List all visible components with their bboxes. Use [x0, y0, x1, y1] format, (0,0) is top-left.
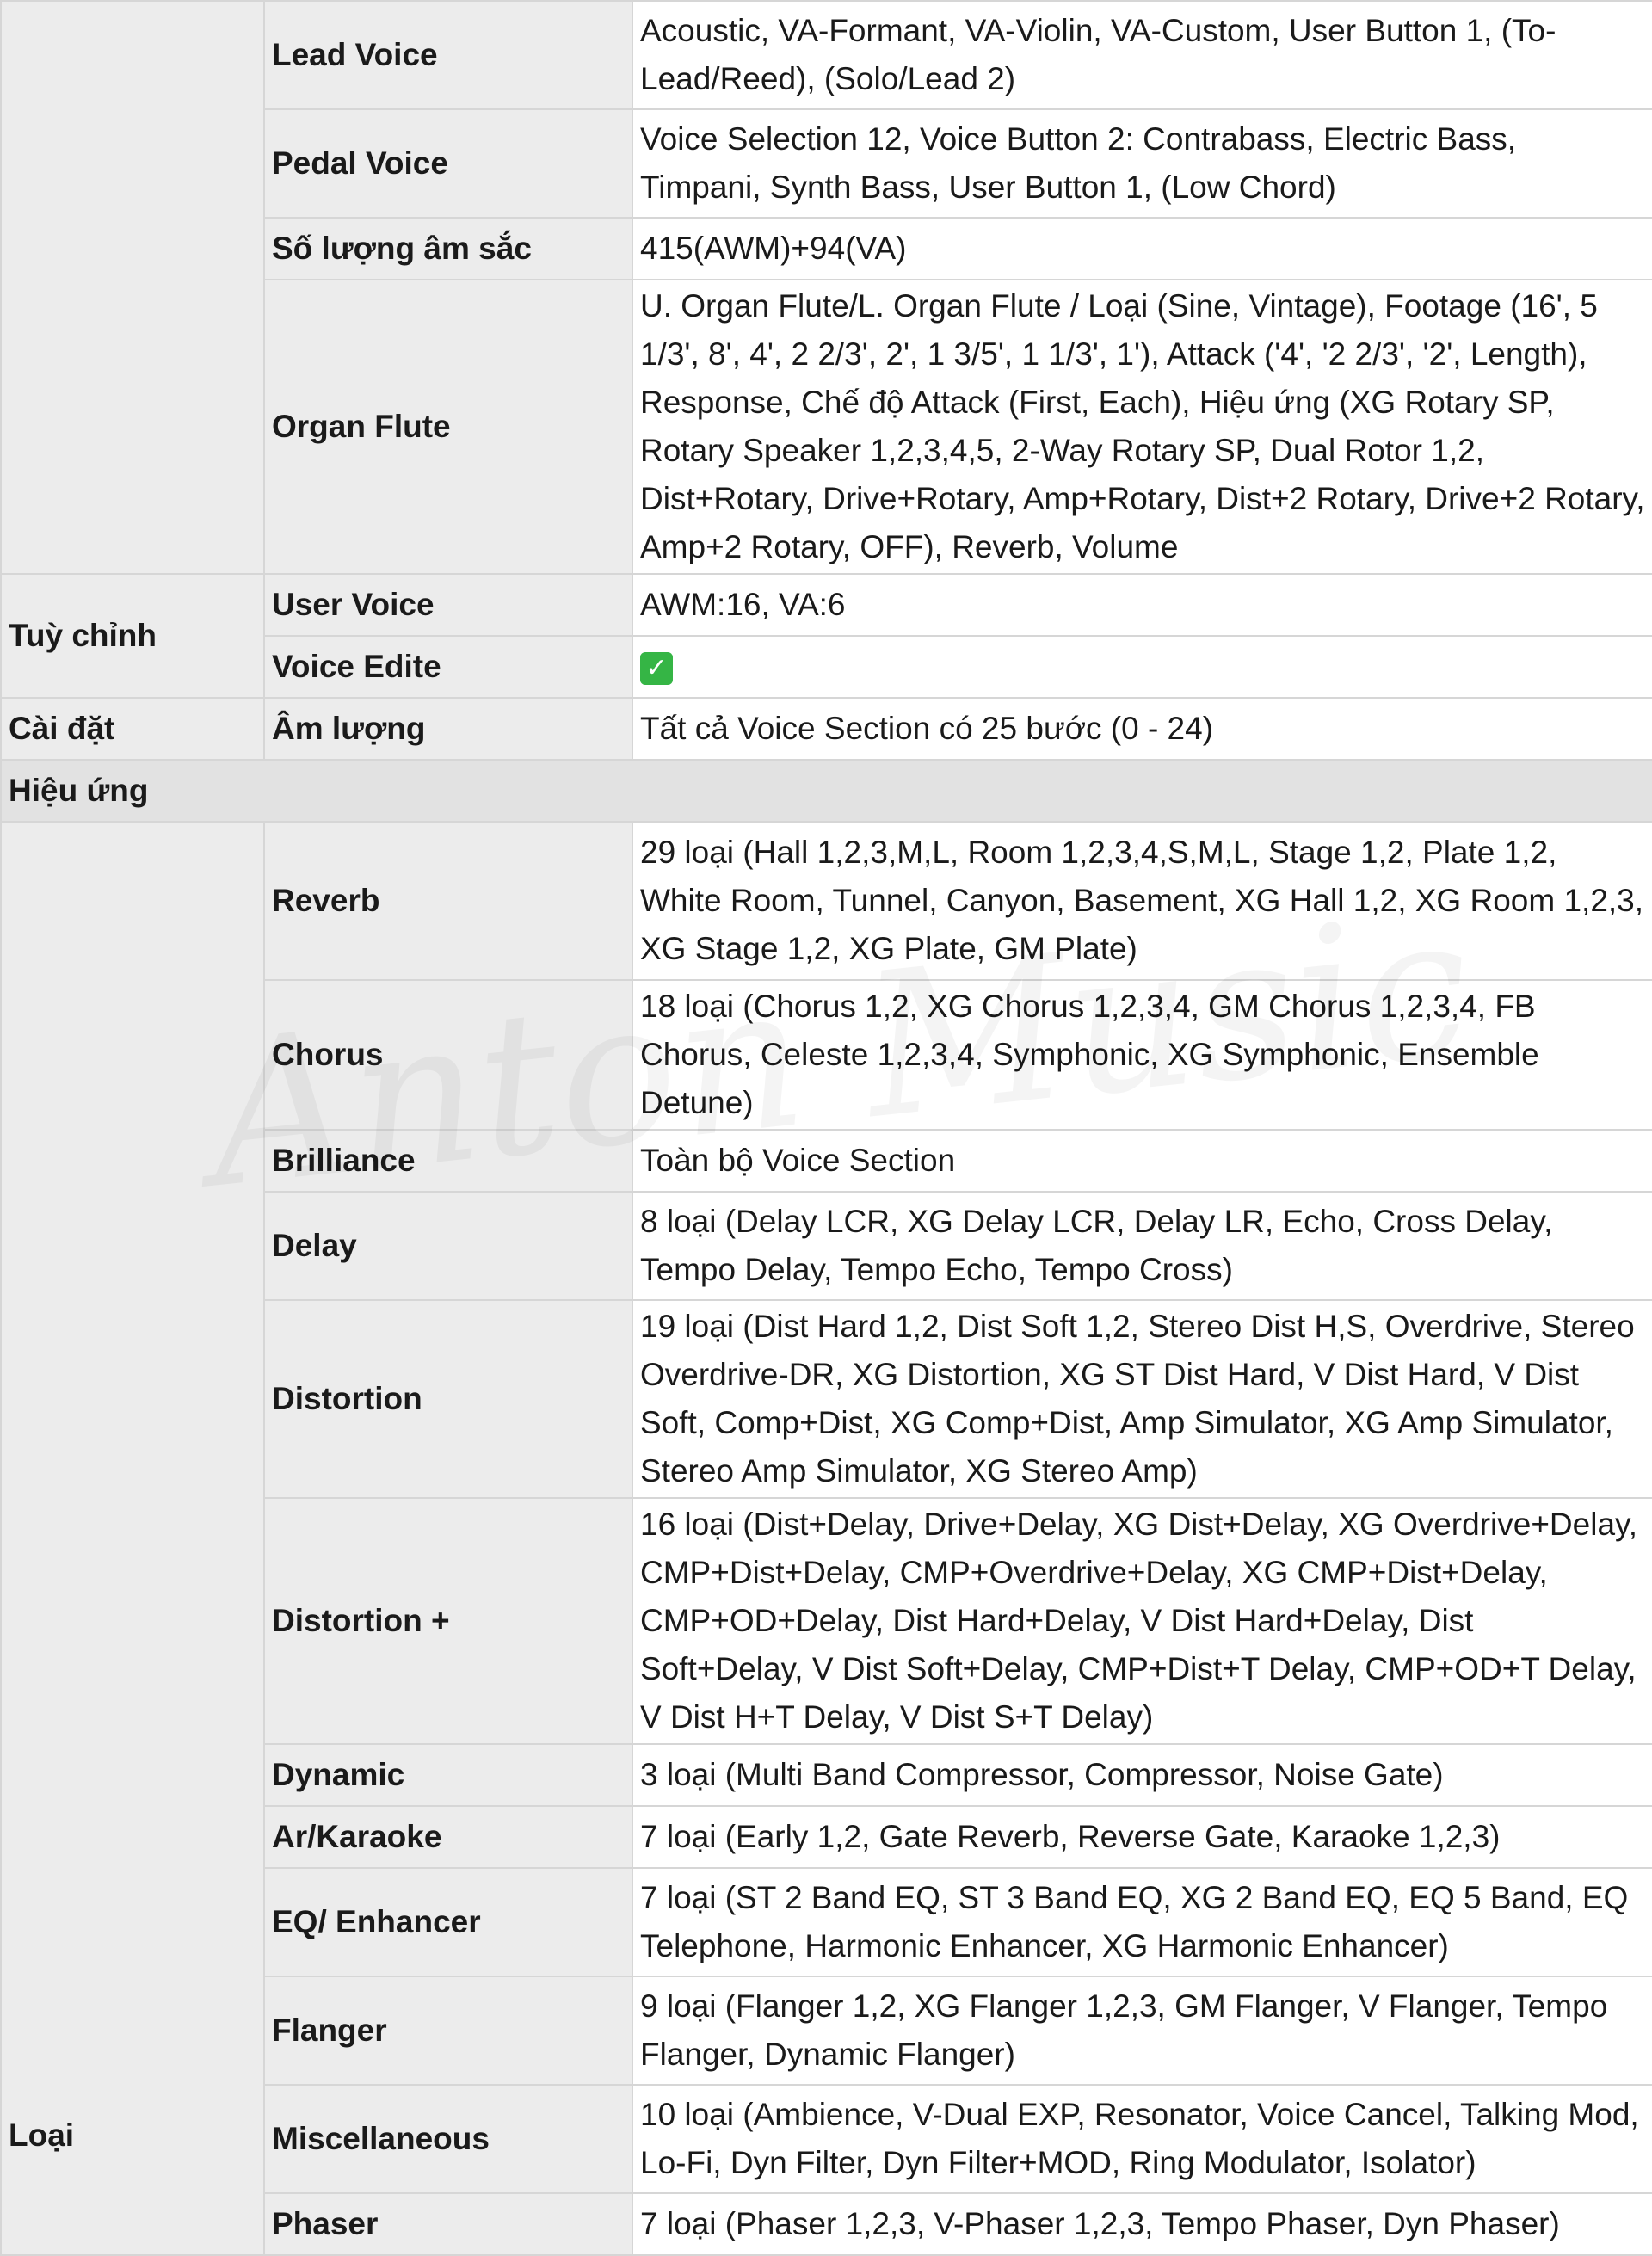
check-icon: ✓: [640, 652, 673, 685]
category-cell-empty: [1, 1, 264, 574]
row-label: Pedal Voice: [264, 109, 632, 218]
row-value: 7 loại (ST 2 Band EQ, ST 3 Band EQ, XG 2 Band EQ, EQ 5 Band, EQ Telephone, Harmonic Enhancer, XG Harmonic Enhancer): [632, 1868, 1652, 1976]
category-cell: Loại: [1, 822, 264, 2255]
row-value: Toàn bộ Voice Section: [632, 1130, 1652, 1192]
section-header-row: [1, 760, 1652, 822]
row-label: Flanger: [264, 1976, 632, 2085]
row-label: Lead Voice: [264, 1, 632, 109]
table-row: [1, 1, 1652, 109]
row-label: EQ/ Enhancer: [264, 1868, 632, 1976]
row-label: Âm lượng: [264, 698, 632, 760]
row-value: 10 loại (Ambience, V-Dual EXP, Resonator, Voice Cancel, Talking Mod, Lo-Fi, Dyn Filter, Dyn Filter+MOD, Ring Modulator, Isolator): [632, 2085, 1652, 2193]
row-value: 7 loại (Early 1,2, Gate Reverb, Reverse Gate, Karaoke 1,2,3): [632, 1806, 1652, 1868]
row-label: Distortion: [264, 1300, 632, 1498]
row-label: Voice Edite: [264, 636, 632, 698]
section-header: Hiệu ứng: [1, 760, 1652, 822]
row-value: 16 loại (Dist+Delay, Drive+Delay, XG Dist+Delay, XG Overdrive+Delay, CMP+Dist+Delay, CMP+Overdrive+Delay, XG CMP+Dist+Delay, CMP+OD+Delay, Dist Hard+Delay, V Dist Hard+Delay, Dist Soft+Delay, V Dist Soft+Delay, CMP+Dist+T Delay, CMP+OD+T Delay, V Dist H+T Delay, V Dist S+T Delay): [632, 1498, 1652, 1744]
row-label: Distortion +: [264, 1498, 632, 1744]
row-label: Miscellaneous: [264, 2085, 632, 2193]
row-value: Voice Selection 12, Voice Button 2: Contrabass, Electric Bass, Timpani, Synth Bass, User Button 1, (Low Chord): [632, 109, 1652, 218]
table-row: [1, 822, 1652, 980]
row-value: Tất cả Voice Section có 25 bước (0 - 24): [632, 698, 1652, 760]
row-value: [632, 636, 1652, 698]
row-value: 3 loại (Multi Band Compressor, Compressor, Noise Gate): [632, 1744, 1652, 1806]
row-value: Acoustic, VA-Formant, VA-Violin, VA-Custom, User Button 1, (To-Lead/Reed), (Solo/Lead 2): [632, 1, 1652, 109]
row-value: 18 loại (Chorus 1,2, XG Chorus 1,2,3,4, GM Chorus 1,2,3,4, FB Chorus, Celeste 1,2,3,4, Symphonic, XG Symphonic, Ensemble Detune): [632, 980, 1652, 1130]
row-label: Phaser: [264, 2193, 632, 2255]
category-cell: Cài đặt: [1, 698, 264, 760]
row-label: User Voice: [264, 574, 632, 636]
row-label: Dynamic: [264, 1744, 632, 1806]
table-row: [1, 698, 1652, 760]
row-value: 19 loại (Dist Hard 1,2, Dist Soft 1,2, Stereo Dist H,S, Overdrive, Stereo Overdrive-DR, XG Distortion, XG ST Dist Hard, V Dist Hard, V Dist Soft, Comp+Dist, XG Comp+Dist, Amp Simulator, XG Amp Simulator, Stereo Amp Simulator, XG Stereo Amp): [632, 1300, 1652, 1498]
row-label: Brilliance: [264, 1130, 632, 1192]
row-value: 8 loại (Delay LCR, XG Delay LCR, Delay LR, Echo, Cross Delay, Tempo Delay, Tempo Echo, Tempo Cross): [632, 1192, 1652, 1300]
row-label: Ar/Karaoke: [264, 1806, 632, 1868]
row-value: AWM:16, VA:6: [632, 574, 1652, 636]
category-cell: Tuỳ chỉnh: [1, 574, 264, 698]
row-value: U. Organ Flute/L. Organ Flute / Loại (Sine, Vintage), Footage (16', 5 1/3', 8', 4', 2 2/3', 2', 1 3/5', 1 1/3', 1'), Attack ('4', '2 2/3', '2', Length), Response, Chế độ Attack (First, Each), Hiệu ứng (XG Rotary SP, Rotary Speaker 1,2,3,4,5, 2-Way Rotary SP, Dual Rotor 1,2, Dist+Rotary, Drive+Rotary, Amp+Rotary, Dist+2 Rotary, Drive+2 Rotary, Amp+2 Rotary, OFF), Reverb, Volume: [632, 280, 1652, 574]
row-value: 9 loại (Flanger 1,2, XG Flanger 1,2,3, GM Flanger, V Flanger, Tempo Flanger, Dynamic Flanger): [632, 1976, 1652, 2085]
row-label: Chorus: [264, 980, 632, 1130]
row-value: 7 loại (Phaser 1,2,3, V-Phaser 1,2,3, Tempo Phaser, Dyn Phaser): [632, 2193, 1652, 2255]
table-row: [1, 574, 1652, 636]
row-label: Số lượng âm sắc: [264, 218, 632, 280]
row-label: Reverb: [264, 822, 632, 980]
row-label: Organ Flute: [264, 280, 632, 574]
row-value: 415(AWM)+94(VA): [632, 218, 1652, 280]
row-value: 29 loại (Hall 1,2,3,M,L, Room 1,2,3,4,S,M,L, Stage 1,2, Plate 1,2, White Room, Tunnel, Canyon, Basement, XG Hall 1,2, XG Room 1,2,3, XG Stage 1,2, XG Plate, GM Plate): [632, 822, 1652, 980]
row-label: Delay: [264, 1192, 632, 1300]
